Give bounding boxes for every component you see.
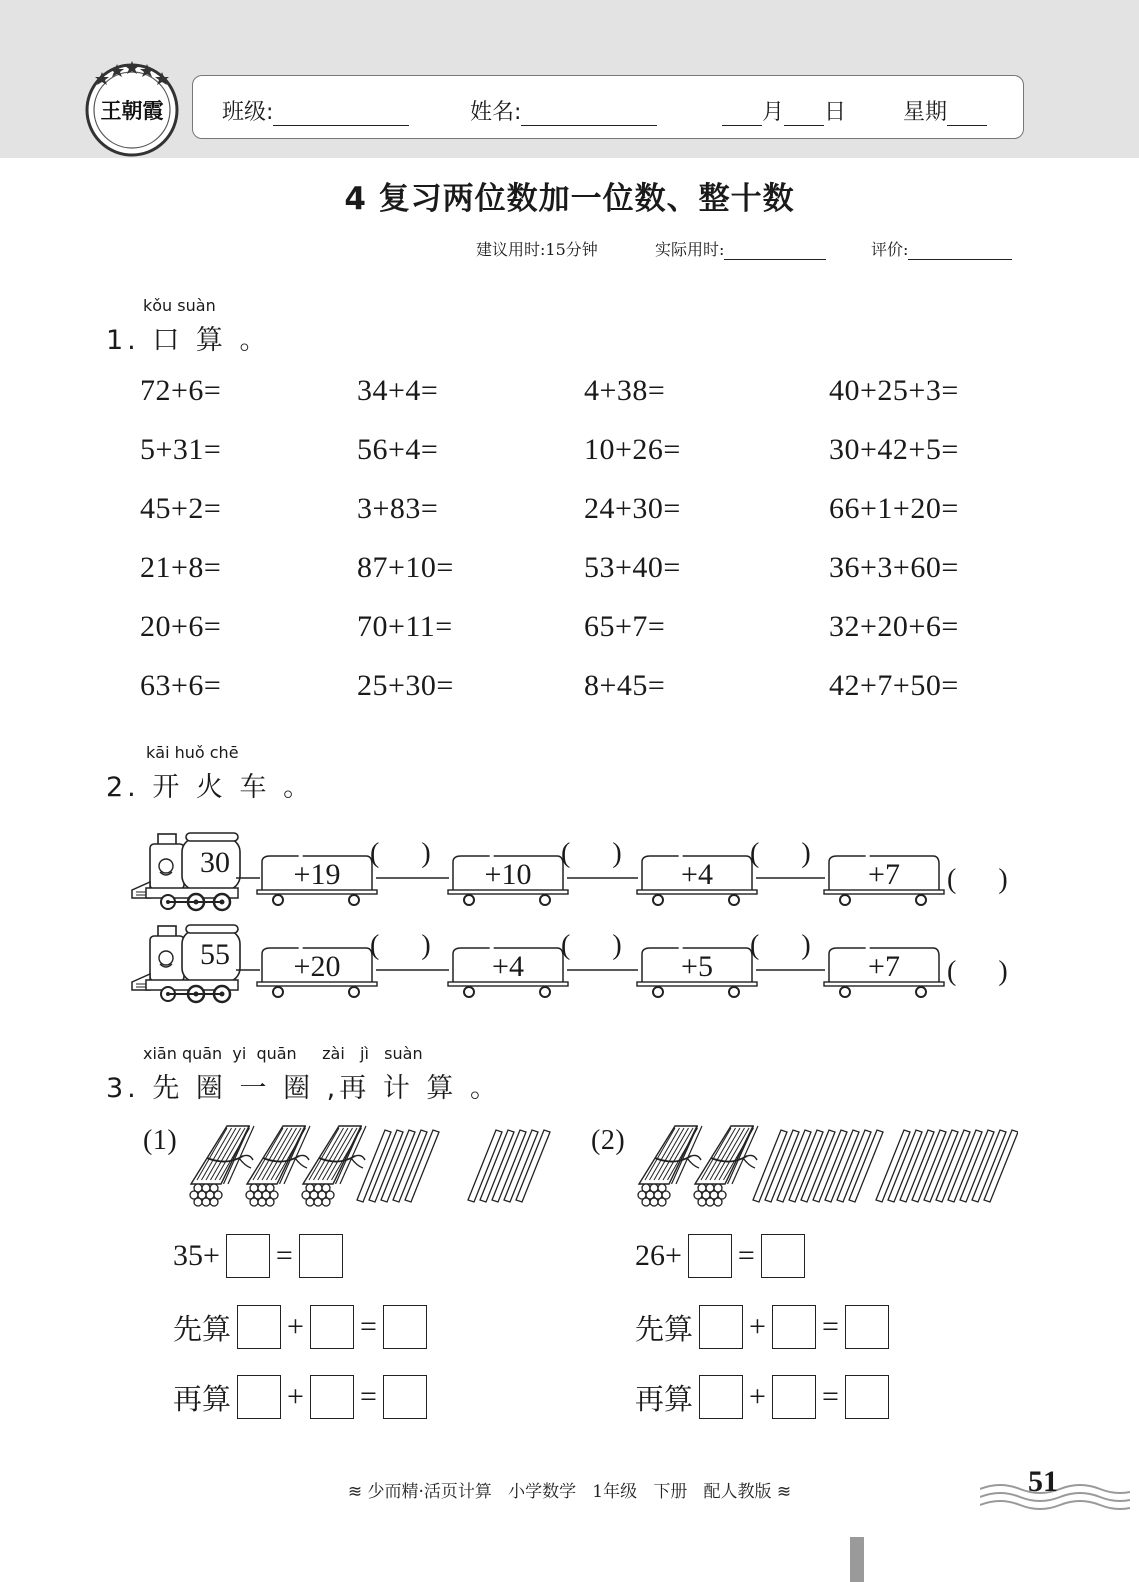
step2-label: 再算 bbox=[173, 1381, 232, 1416]
answer-box[interactable] bbox=[226, 1234, 270, 1278]
section1-title: 1. 口 算 。 bbox=[106, 325, 271, 356]
equals-sign: = bbox=[359, 1310, 377, 1343]
answer-box[interactable] bbox=[310, 1375, 354, 1419]
oral-calc-problem: 32+20+6= bbox=[829, 610, 959, 643]
logo-text: 王朝霞 bbox=[100, 98, 164, 123]
answer-box[interactable] bbox=[237, 1305, 281, 1349]
answer-box[interactable] bbox=[383, 1375, 427, 1419]
answer-blank[interactable]: ( ) bbox=[750, 838, 811, 869]
plus-sign: + bbox=[749, 1310, 766, 1343]
oral-calc-problem: 66+1+20= bbox=[829, 492, 959, 525]
name-label: 姓名: bbox=[470, 100, 522, 125]
equals-sign: = bbox=[821, 1380, 839, 1413]
answer-box[interactable] bbox=[237, 1375, 281, 1419]
train-start-number: 30 bbox=[200, 846, 230, 879]
oral-calc-problem: 21+8= bbox=[140, 551, 222, 584]
step1-label: 先算 bbox=[173, 1311, 232, 1346]
name-field[interactable] bbox=[470, 95, 657, 126]
answer-blank[interactable]: ( ) bbox=[947, 956, 1008, 987]
train-car-operation: +5 bbox=[681, 950, 713, 983]
weekday-field[interactable] bbox=[903, 95, 987, 126]
problem-1-label: (1) bbox=[143, 1125, 178, 1156]
section3-pinyin: xiān quān yi quān zài jì suàn bbox=[143, 1044, 423, 1063]
oral-calc-problem: 36+3+60= bbox=[829, 551, 959, 584]
train-car-operation: +7 bbox=[868, 858, 900, 891]
step1-label: 先算 bbox=[635, 1311, 694, 1346]
suggested-time: 建议用时:15分钟 bbox=[476, 240, 598, 259]
weekday-label: 星期 bbox=[903, 100, 948, 125]
train-car-operation: +4 bbox=[681, 858, 713, 891]
problem-2-label: (2) bbox=[591, 1125, 626, 1156]
oral-calc-problem: 72+6= bbox=[140, 374, 222, 407]
answer-box[interactable] bbox=[761, 1234, 805, 1278]
answer-box[interactable] bbox=[699, 1305, 743, 1349]
plus-sign: + bbox=[287, 1380, 304, 1413]
section3-title: 3. 先 圈 一 圈 ,再 计 算 。 bbox=[106, 1073, 502, 1104]
equals-sign: = bbox=[275, 1239, 293, 1272]
oral-calc-problem: 63+6= bbox=[140, 669, 222, 702]
oral-calc-problem: 10+26= bbox=[584, 433, 681, 466]
oral-calc-problem: 65+7= bbox=[584, 610, 666, 643]
answer-box[interactable] bbox=[699, 1375, 743, 1419]
oral-calc-problem: 87+10= bbox=[357, 551, 454, 584]
oral-calc-problem: 70+11= bbox=[357, 610, 453, 643]
oral-calc-problem: 25+30= bbox=[357, 669, 454, 702]
footer-text: ≋ 少而精·活页计算 小学数学 1年级 下册 配人教版 ≋ bbox=[347, 1482, 792, 1502]
oral-calc-problem: 45+2= bbox=[140, 492, 222, 525]
train-car-operation: +20 bbox=[293, 950, 341, 983]
step2-label: 再算 bbox=[635, 1381, 694, 1416]
equals-sign: = bbox=[821, 1310, 839, 1343]
actual-time-field[interactable] bbox=[655, 237, 826, 260]
oral-calc-problem: 53+40= bbox=[584, 551, 681, 584]
evaluation-label: 评价: bbox=[871, 240, 909, 259]
plus-sign: + bbox=[287, 1310, 304, 1343]
oral-calc-problem: 8+45= bbox=[584, 669, 666, 702]
train-car-operation: +4 bbox=[492, 950, 524, 983]
problem-1-sticks-illustration bbox=[185, 1118, 560, 1214]
month-label: 月 bbox=[762, 100, 785, 125]
section2-pinyin: kāi huǒ chē bbox=[146, 743, 239, 762]
problem-2-equation bbox=[635, 1234, 805, 1278]
answer-blank[interactable]: ( ) bbox=[561, 838, 622, 869]
oral-calc-problem: 24+30= bbox=[584, 492, 681, 525]
equals-sign: = bbox=[359, 1380, 377, 1413]
train-start-number: 55 bbox=[200, 938, 230, 971]
answer-box[interactable] bbox=[299, 1234, 343, 1278]
answer-blank[interactable]: ( ) bbox=[561, 930, 622, 961]
class-field[interactable] bbox=[222, 95, 409, 126]
section1-pinyin: kǒu suàn bbox=[143, 296, 216, 315]
actual-time-blank[interactable] bbox=[724, 241, 826, 260]
oral-calc-problem: 40+25+3= bbox=[829, 374, 959, 407]
name-blank[interactable] bbox=[521, 103, 657, 126]
problem-2-step2 bbox=[635, 1375, 889, 1419]
problem-2-first-expr: 26+ bbox=[635, 1239, 682, 1272]
day-blank[interactable] bbox=[784, 103, 824, 126]
page-edge-tab bbox=[850, 1537, 864, 1582]
answer-blank[interactable]: ( ) bbox=[370, 930, 431, 961]
oral-calc-problem: 56+4= bbox=[357, 433, 439, 466]
answer-blank[interactable]: ( ) bbox=[370, 838, 431, 869]
answer-blank[interactable]: ( ) bbox=[947, 864, 1008, 895]
page-title: 4 复习两位数加一位数、整十数 bbox=[344, 181, 795, 217]
train-car-operation: +7 bbox=[868, 950, 900, 983]
evaluation-field[interactable] bbox=[871, 237, 1012, 260]
oral-calc-problem: 3+83= bbox=[357, 492, 439, 525]
page-number: 51 bbox=[1028, 1465, 1058, 1498]
train-car-operation: +19 bbox=[293, 858, 341, 891]
wangzhaoxia-logo bbox=[82, 58, 182, 158]
actual-time-label: 实际用时: bbox=[655, 240, 725, 259]
oral-calc-problem: 4+38= bbox=[584, 374, 666, 407]
oral-calc-problem: 20+6= bbox=[140, 610, 222, 643]
answer-box[interactable] bbox=[383, 1305, 427, 1349]
evaluation-blank[interactable] bbox=[908, 241, 1012, 260]
date-field[interactable] bbox=[722, 95, 846, 126]
equals-sign: = bbox=[737, 1239, 755, 1272]
plus-sign: + bbox=[749, 1380, 766, 1413]
problem-1-equation bbox=[173, 1234, 343, 1278]
section2-title: 2. 开 火 车 。 bbox=[106, 772, 315, 803]
problem-2-step1 bbox=[635, 1305, 889, 1349]
problem-1-step1 bbox=[173, 1305, 427, 1349]
answer-box[interactable] bbox=[845, 1375, 889, 1419]
problem-2-sticks-illustration bbox=[633, 1118, 1018, 1214]
answer-box[interactable] bbox=[310, 1305, 354, 1349]
problem-1-first-expr: 35+ bbox=[173, 1239, 220, 1272]
weekday-blank[interactable] bbox=[947, 103, 987, 126]
answer-box[interactable] bbox=[845, 1305, 889, 1349]
answer-box[interactable] bbox=[772, 1375, 816, 1419]
answer-blank[interactable]: ( ) bbox=[750, 930, 811, 961]
oral-calc-problem: 42+7+50= bbox=[829, 669, 959, 702]
class-blank[interactable] bbox=[273, 103, 409, 126]
class-label: 班级: bbox=[222, 100, 274, 125]
problem-1-step2 bbox=[173, 1375, 427, 1419]
oral-calc-problem: 34+4= bbox=[357, 374, 439, 407]
train-car-operation: +10 bbox=[484, 858, 532, 891]
answer-box[interactable] bbox=[772, 1305, 816, 1349]
day-label: 日 bbox=[824, 100, 847, 125]
month-blank[interactable] bbox=[722, 103, 762, 126]
oral-calc-problem: 5+31= bbox=[140, 433, 222, 466]
answer-box[interactable] bbox=[688, 1234, 732, 1278]
oral-calc-problem: 30+42+5= bbox=[829, 433, 959, 466]
